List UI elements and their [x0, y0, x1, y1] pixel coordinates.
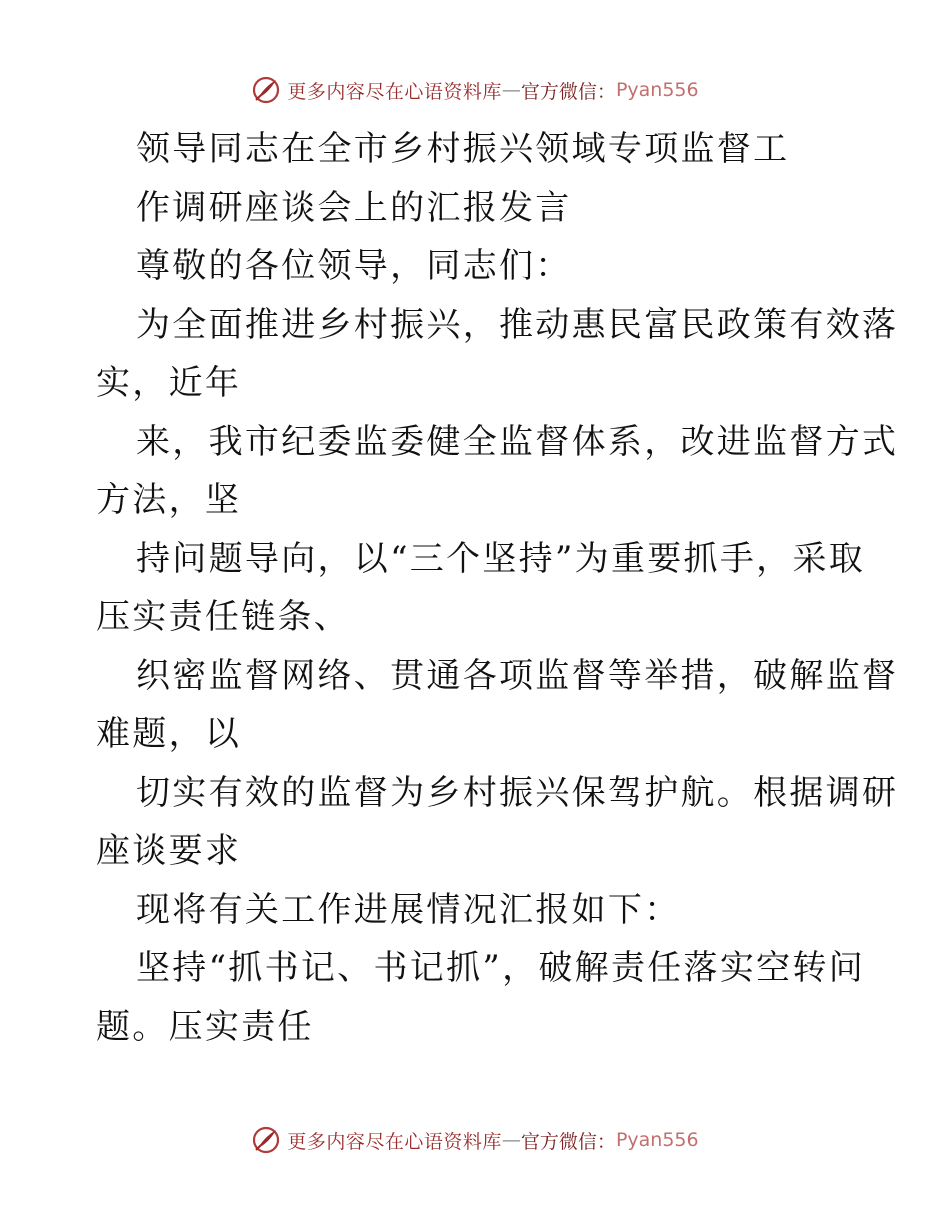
- feather-pen-logo-icon: [251, 75, 281, 105]
- doc-paragraph-line: 座谈要求: [96, 831, 242, 871]
- doc-paragraph-line: 织密监督网络、贯通各项监督等举措，破解监督: [136, 655, 899, 696]
- doc-title-line-2: 作调研座谈会上的汇报发言: [136, 187, 572, 228]
- doc-paragraph-line: 现将有关工作进展情况汇报如下：: [136, 889, 681, 930]
- doc-paragraph-line: 实，近年: [96, 363, 242, 403]
- doc-paragraph-line: 坚持“抓书记、书记抓”，破解责任落实空转问: [136, 948, 866, 988]
- watermark-wechat-label: 官方微信：: [520, 80, 616, 103]
- header-watermark: [0, 72, 950, 108]
- watermark-wechat-id: Pyan556: [615, 79, 699, 101]
- watermark-wechat-label: 官方微信：: [520, 1130, 616, 1153]
- doc-title-line-1: 领导同志在全市乡村振兴领域专项监督工: [136, 129, 790, 169]
- doc-paragraph-line: 切实有效的监督为乡村振兴保驾护航。根据调研: [136, 772, 899, 813]
- document-body: [96, 120, 899, 1056]
- watermark-slogan: 更多内容尽在心语资料库: [287, 1130, 502, 1153]
- footer-watermark: [0, 1122, 950, 1158]
- doc-paragraph-line: 压实责任链条、: [96, 597, 351, 637]
- watermark-separator: —: [501, 1129, 521, 1151]
- doc-paragraph-line: 题。压实责任: [96, 1006, 314, 1047]
- doc-salutation: 尊敬的各位领导，同志们：: [136, 246, 572, 286]
- watermark-separator: —: [501, 79, 521, 101]
- doc-paragraph-line: 方法，坚: [96, 480, 242, 520]
- watermark-wechat-id: Pyan556: [615, 1129, 699, 1151]
- watermark-slogan: 更多内容尽在心语资料库: [287, 80, 502, 103]
- doc-paragraph-line: 来，我市纪委监委健全监督体系，改进监督方式: [136, 421, 899, 462]
- doc-paragraph-line: 持问题导向，以“三个坚持”为重要抓手，采取: [136, 538, 866, 579]
- doc-paragraph-line: 难题，以: [96, 714, 242, 754]
- doc-paragraph-line: 为全面推进乡村振兴，推动惠民富民政策有效落: [136, 304, 899, 345]
- feather-pen-logo-icon: [251, 1125, 281, 1155]
